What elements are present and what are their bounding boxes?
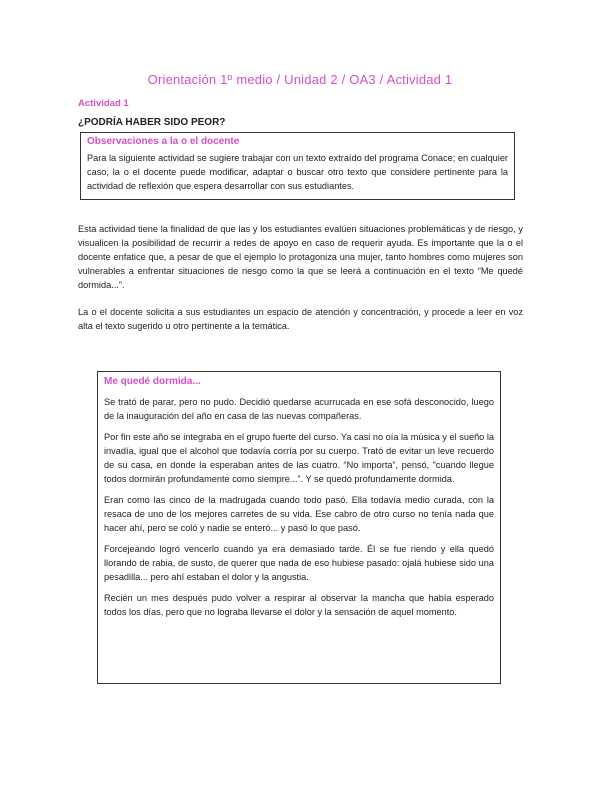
story-box — [97, 371, 501, 684]
observations-title: Observaciones a la o el docente — [87, 136, 240, 147]
story-paragraph: Se trató de parar, pero no pudo. Decidió quedarse acurrucada en ese sofá desconocido, luego de la inauguración del año en casa de las nuevas compañeras. — [104, 397, 494, 421]
activity-title: ¿PODRÍA HABER SIDO PEOR? — [78, 117, 226, 128]
activity-label: Actividad 1 — [78, 98, 129, 109]
story-title: Me quedé dormida... — [104, 376, 201, 387]
body-paragraph-2: La o el docente solicita a sus estudiantes un espacio de atención y concentración, y procede a leer en voz alta el texto sugerido u otro pertinente a la temática. — [78, 307, 523, 331]
story-paragraph: Por fin este año se integraba en el grupo fuerte del curso. Ya casi no oía la música y el sueño la invadía, igual que el alcohol que todavía corría por su cuerpo. Trató de evitar un leve recuerdo de su casa, en donde la esperaban antes de las cuatro. “No importa”, pensó, “cuando llegue todos dormirán profundamente como siempre...”. Y se quedó profundamente dormida. — [104, 432, 494, 484]
observations-box — [80, 132, 515, 200]
story-paragraph: Forcejeando logró vencerlo cuando ya era demasiado tarde. Él se fue riendo y ella quedó llorando de rabia, de susto, de querer que nada de eso hubiese pasado: ojalá hubiese sido una pesadilla... pero ahí estaban el dolor y la angustia. — [104, 544, 494, 582]
story-paragraph: Recién un mes después pudo volver a respirar al observar la mancha que había esperado todos los días, pero que no lograba llevarse el dolor y la sensación de aquel momento. — [104, 593, 494, 617]
page-header-breadcrumb: Orientación 1º medio / Unidad 2 / OA3 / Actividad 1 — [147, 72, 453, 87]
story-paragraph: Eran como las cinco de la madrugada cuando todo pasó. Ella todavía medio curada, con la resaca de uno de los mejores carretes de su vida. Ese cabro de otro curso no tenía nada que hacer ahí, pero se coló y nadie se enteró... y pasó lo que pasó. — [104, 495, 494, 533]
observations-text: Para la siguiente actividad se sugiere trabajar con un texto extraído del programa Conace; en cualquier caso, la o el docente puede modificar, adaptar o buscar otro texto que considere pertinente para la actividad de reflexión que espera desarrollar con sus estudiantes. — [87, 153, 508, 191]
body-paragraph-1: Esta actividad tiene la finalidad de que las y los estudiantes evalúen situaciones problemáticas y de riesgo, y visualicen la posibilidad de recurrir a redes de apoyo en caso de requerir ayuda. Es importante que la o el docente enfatice que, a pesar de que el ejemplo lo protagoniza una mujer, tanto hombres como mujeres son vulnerables a enfrentar situaciones de riesgo como la que se leerá a continuación en el texto “Me quedé dormida...”. — [78, 224, 523, 290]
